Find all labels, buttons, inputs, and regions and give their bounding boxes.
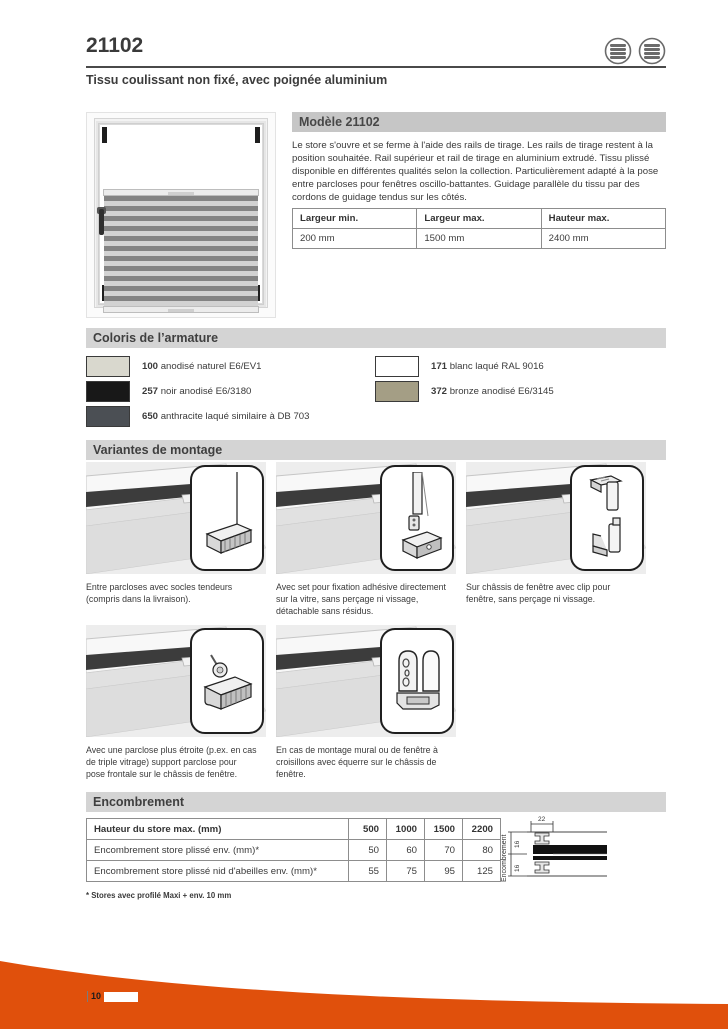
table-header-cell: Hauteur du store max. (mm) — [87, 819, 349, 840]
dims-header: Hauteur max. — [541, 209, 665, 229]
color-label — [431, 386, 554, 397]
mounting-variant — [466, 462, 646, 606]
space-requirement-heading: Encombrement — [86, 792, 666, 812]
blind-pull-rail — [103, 306, 259, 313]
mounting-detail-box — [190, 628, 264, 734]
color-label — [142, 361, 262, 372]
colors-section-heading: Coloris de l’armature — [86, 328, 666, 348]
color-item — [86, 381, 366, 402]
table-cell: 95 — [425, 861, 463, 882]
table-row — [87, 840, 501, 861]
glazing-bead-support-icon — [197, 635, 257, 727]
color-swatch — [86, 381, 130, 402]
page-title: 21102 — [86, 34, 144, 57]
table-footnote: * Stores avec profilé Maxi + env. 10 mm — [86, 891, 232, 900]
mounting-variant — [276, 462, 456, 618]
blind-top-rail — [103, 189, 259, 196]
mounting-detail-box — [380, 628, 454, 734]
glazing-strip — [255, 127, 260, 143]
diagram-dim-16-upper: 16 — [514, 840, 521, 848]
adhesive-set-icon — [387, 472, 447, 564]
table-cell: 70 — [425, 840, 463, 861]
color-name: anodisé naturel E6/EV1 — [160, 361, 262, 372]
table-header-cell: 2200 — [463, 819, 501, 840]
table-cell: 60 — [387, 840, 425, 861]
table-row — [87, 819, 501, 840]
footer-swoosh — [0, 934, 728, 1029]
mounting-detail-box — [380, 465, 454, 571]
table-header-cell: 500 — [349, 819, 387, 840]
pleated-blind-icon — [604, 37, 632, 65]
rail-handle-tab — [168, 309, 194, 312]
color-item — [86, 406, 376, 427]
mounting-variant — [86, 462, 266, 606]
table-cell: 125 — [463, 861, 501, 882]
window-clip-icon — [577, 472, 637, 564]
color-code: 372 — [431, 386, 448, 397]
color-code: 171 — [431, 361, 448, 372]
diagram-vertical-label: Encombrement — [501, 834, 508, 882]
dims-value: 200 mm — [293, 229, 417, 249]
dims-value: 1500 mm — [417, 229, 541, 249]
profile-cross-section-diagram — [497, 810, 607, 890]
table-cell: Encombrement store plissé env. (mm)* — [87, 840, 349, 861]
color-label — [431, 361, 544, 372]
page-number: 10 — [87, 991, 101, 1002]
mounting-caption: Avec une parclose plus étroite (p.ex. en cas de triple vitrage) support parclose pour pose frontale sur le châssis de fenêtre. — [86, 745, 257, 779]
color-label — [142, 411, 309, 422]
color-name: blanc laqué RAL 9016 — [449, 361, 544, 372]
table-row — [87, 861, 501, 882]
pleated-blind-icon — [638, 37, 666, 65]
pleated-fabric — [104, 196, 258, 306]
color-swatch — [375, 381, 419, 402]
color-swatch — [86, 406, 130, 427]
space-requirement-table — [86, 818, 501, 882]
mounting-variant — [86, 625, 266, 781]
mounting-caption: Sur châssis de fenêtre avec clip pour fenêtre, sans perçage ni vissage. — [466, 582, 611, 604]
color-swatch — [86, 356, 130, 377]
table-header-cell: 1000 — [387, 819, 425, 840]
mounting-detail-box — [190, 465, 264, 571]
color-code: 100 — [142, 361, 159, 372]
angle-bracket-icon — [387, 635, 447, 727]
window-handle — [99, 209, 104, 235]
diagram-dim-22: 22 — [538, 816, 546, 823]
mounting-section-heading: Variantes de montage — [86, 440, 666, 460]
mounting-caption: En cas de montage mural ou de fenêtre à croisillons avec équerre sur le châssis de fenêtre. — [276, 745, 438, 779]
color-item — [375, 381, 665, 402]
model-heading: Modèle 21102 — [292, 112, 666, 132]
dims-value: 2400 mm — [541, 229, 665, 249]
color-swatch — [375, 356, 419, 377]
glazing-strip — [102, 127, 107, 143]
mounting-illustration — [466, 462, 646, 574]
table-cell: Encombrement store plissé nid d'abeilles env. (mm)* — [87, 861, 349, 882]
footer-logo-placeholder — [104, 992, 138, 1002]
table-cell: 80 — [463, 840, 501, 861]
table-header-cell: 1500 — [425, 819, 463, 840]
table-cell: 75 — [387, 861, 425, 882]
mounting-caption: Entre parcloses avec socles tendeurs (compris dans la livraison). — [86, 582, 233, 604]
title-divider — [86, 66, 666, 68]
dimensions-table — [292, 208, 666, 249]
rail-handle-tab — [168, 192, 194, 195]
color-code: 257 — [142, 386, 159, 397]
dims-header: Largeur max. — [417, 209, 541, 229]
mounting-caption: Avec set pour fixation adhésive directement sur la vitre, sans perçage ni vissage, détachable sans résidus. — [276, 582, 447, 616]
tension-shoe-icon — [197, 472, 257, 564]
product-window-image — [86, 112, 276, 318]
dims-header: Largeur min. — [293, 209, 417, 229]
color-name: noir anodisé E6/3180 — [160, 386, 252, 397]
mounting-illustration — [86, 462, 266, 574]
color-item — [86, 356, 366, 377]
color-name: bronze anodisé E6/3145 — [449, 386, 554, 397]
mounting-detail-box — [570, 465, 644, 571]
table-cell: 50 — [349, 840, 387, 861]
mounting-variant — [276, 625, 456, 781]
color-name: anthracite laqué similaire à DB 703 — [160, 411, 310, 422]
mounting-illustration — [276, 625, 456, 737]
model-description: Le store s'ouvre et se ferme à l'aide des rails de tirage. Les rails de tirage restent à la position souhaitée. Rail supérieur et rail de tirage en aluminium extrudé. Tissu plissé disponible en différentes qualités selon la collection. Particulièrement adapté à la pose entre parcloses pour fenêtres oscillo-battantes. Guidage parallèle du tissu par des cordons de guidage tendus sur les côtés. — [292, 140, 659, 204]
table-cell: 55 — [349, 861, 387, 882]
mounting-illustration — [86, 625, 266, 737]
color-item — [375, 356, 665, 377]
color-code: 650 — [142, 411, 159, 422]
color-label — [142, 386, 251, 397]
diagram-dim-16-lower: 16 — [514, 864, 521, 872]
mounting-illustration — [276, 462, 456, 574]
window-glass — [99, 124, 263, 304]
page-subtitle: Tissu coulissant non fixé, avec poignée aluminium — [86, 73, 388, 87]
header-icon-group — [604, 37, 666, 65]
